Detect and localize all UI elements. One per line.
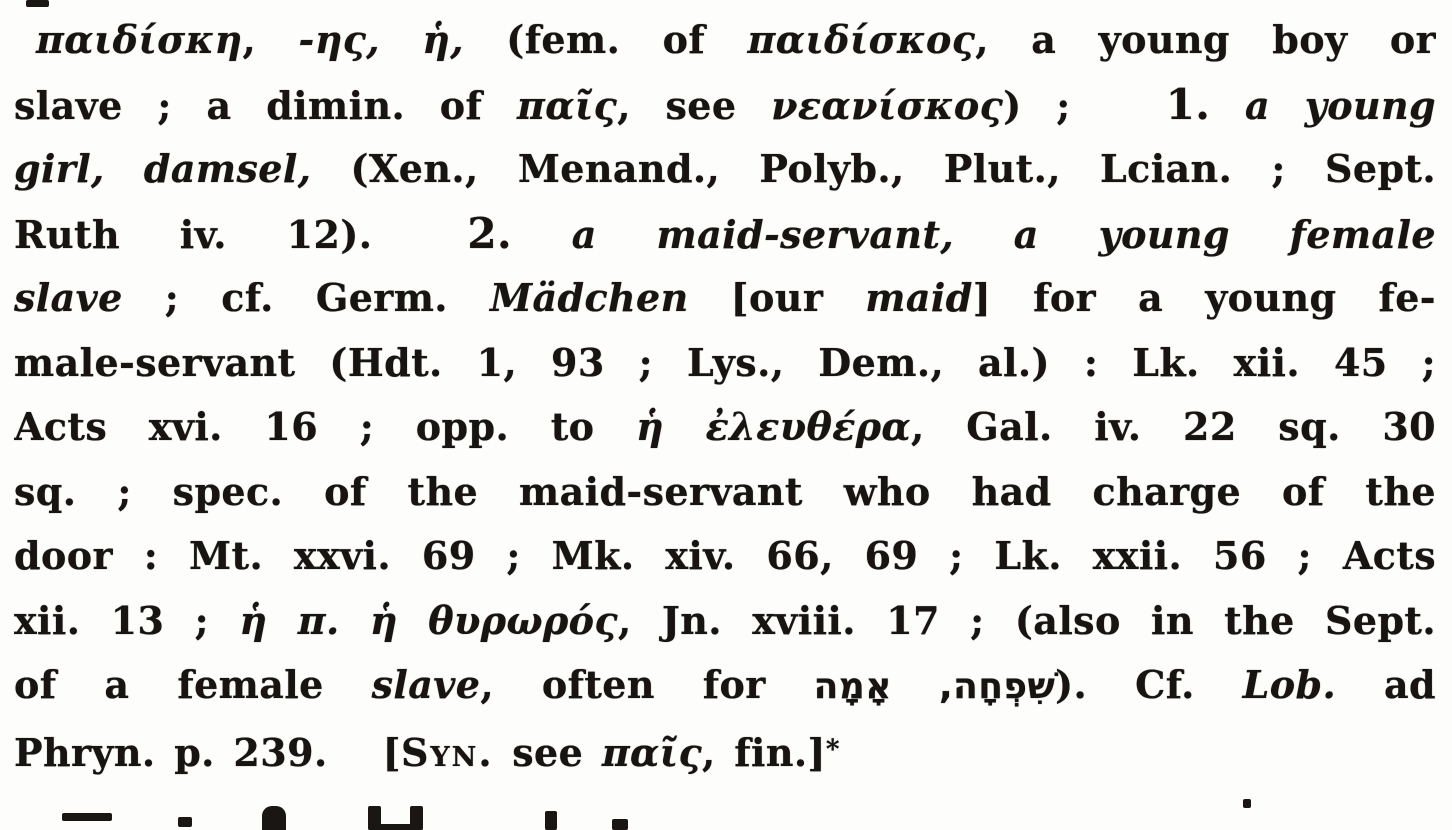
- text-run: ,: [242, 17, 299, 62]
- text-run: παιδίσκος: [747, 17, 976, 62]
- hebrew-equivalents: שִׁפְחָה, אָמָה: [813, 666, 1056, 707]
- clipped-next-line-fragment: [62, 813, 112, 821]
- headword-greek: παιδίσκη: [36, 17, 243, 62]
- text-run: maid: [865, 275, 973, 320]
- text-run: , see: [617, 82, 772, 128]
- typeset-gap: [328, 765, 383, 766]
- inflection-greek: -ης, ἡ,: [298, 17, 464, 62]
- sense-1-number: 1.: [1165, 79, 1211, 129]
- text-run: slave: [14, 275, 123, 320]
- text-run: see: [493, 729, 602, 775]
- text-run: Phryn. p. 239.: [14, 729, 328, 775]
- entry-line-11: [14, 653, 1436, 718]
- text-run: slave: [371, 662, 481, 707]
- text-run: ἡ ἐλευθέρα: [636, 404, 912, 449]
- text-run: (Xen., Menand., Polyb., Plut., Lcian. ; Sept.: [311, 146, 1436, 191]
- text-run: sq. ; spec. of the maid-servant who had charge of the: [14, 468, 1436, 514]
- text-run: a maid-servant, a young female: [571, 211, 1436, 257]
- text-run: xii. 13 ;: [14, 597, 240, 643]
- entry-line-1: [14, 8, 1436, 73]
- text-run: ; cf. Germ.: [122, 275, 490, 320]
- entry-line-8: [14, 460, 1436, 525]
- entry-line-3: [14, 137, 1436, 202]
- text-run: , Gal. iv. 22 sq. 30: [911, 404, 1436, 449]
- clipped-next-line-fragment: [178, 817, 192, 827]
- text-run: , fin.]: [702, 729, 826, 775]
- entry-line-7: [14, 395, 1436, 460]
- text-run: a young: [1245, 82, 1436, 128]
- text-run: ἡ π. ἡ θυρωρός: [239, 597, 618, 643]
- text-run: παῖς: [517, 82, 618, 128]
- entry-line-6: [14, 331, 1436, 396]
- text-run: door : Mt. xxvi. 69 ; Mk. xiv. 66, 69 ; Lk. xxii. 56 ; Acts: [14, 533, 1436, 578]
- text-run: [: [382, 729, 401, 775]
- text-run: , Jn. xviii. 17 ; (also in the Sept.: [617, 597, 1436, 643]
- text-run: ). Cf.: [1055, 662, 1243, 707]
- text-run: παῖς: [601, 729, 703, 775]
- text-run: Ruth iv. 12).: [14, 211, 373, 257]
- text-run: , often for: [480, 662, 814, 707]
- clipped-next-line-fragment: [262, 806, 286, 830]
- entry-line-4: [14, 202, 1436, 267]
- text-run: ) ;: [1003, 82, 1071, 128]
- clipped-next-line-fragment: [545, 811, 557, 830]
- dictionary-entry-paidiske: [14, 8, 1436, 782]
- sense-2-number: 2.: [467, 208, 512, 258]
- synonym-label: Syn.: [400, 729, 494, 775]
- text-run: of a female: [14, 662, 372, 707]
- clipped-next-line-fragment: [1243, 799, 1251, 808]
- typeset-gap: [372, 247, 467, 248]
- text-run: ] for a young fe-: [972, 275, 1436, 320]
- text-run: [512, 212, 572, 257]
- text-run: slave ; a dimin. of: [14, 82, 517, 128]
- text-run: [our: [688, 275, 866, 320]
- entry-complete-asterisk: *: [825, 734, 840, 765]
- clipped-previous-line-fragment: [26, 0, 49, 7]
- text-run: νεανίσκος: [771, 82, 1004, 128]
- text-run: Acts xvi. 16 ; opp. to: [14, 404, 637, 449]
- entry-line-10: [14, 589, 1436, 654]
- entry-line-12: [14, 718, 1436, 783]
- entry-line-9: [14, 524, 1436, 589]
- text-run: (fem. of: [463, 17, 748, 62]
- text-run: Lob.: [1242, 662, 1337, 707]
- typeset-gap: [1071, 118, 1166, 119]
- clipped-next-line-fragment: [368, 824, 423, 830]
- text-run: ad: [1336, 662, 1436, 707]
- text-run: [1210, 83, 1245, 128]
- entry-line-2: [14, 73, 1436, 138]
- entry-line-5: [14, 266, 1436, 331]
- text-run: male-servant (Hdt. 1, 93 ; Lys., Dem., al.) : Lk. xii. 45 ;: [14, 339, 1436, 385]
- clipped-next-line-fragment: [612, 819, 628, 830]
- text-run: , a young boy or: [975, 17, 1436, 62]
- text-run: Mädchen: [489, 275, 689, 320]
- text-run: girl, damsel,: [14, 146, 312, 191]
